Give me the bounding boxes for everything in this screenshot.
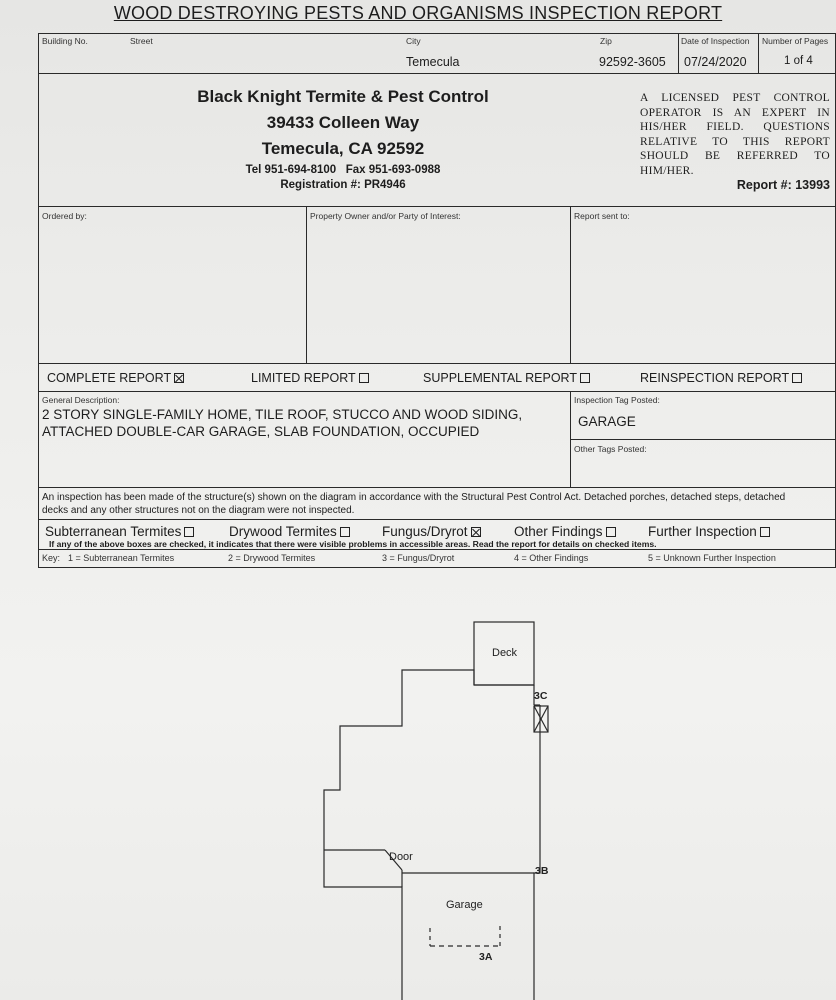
finding-label: Subterranean Termites [45, 524, 182, 539]
report-number: Report #: 13993 [736, 178, 830, 192]
finding-label: Further Inspection [648, 524, 757, 539]
marker-3a-label: 3A [479, 951, 493, 963]
report-type-label: LIMITED REPORT [251, 371, 356, 385]
zip-value: 92592-3605 [599, 55, 666, 69]
inspection-tag-label: Inspection Tag Posted: [574, 395, 660, 405]
finding-label: Fungus/Dryrot [382, 524, 468, 539]
company-registration: Registration #: PR4946 [280, 179, 406, 191]
general-description-label: General Description: [42, 395, 120, 405]
key-label: Key: [42, 553, 61, 563]
pages-label: Number of Pages [762, 36, 829, 46]
inspection-tag-value: GARAGE [578, 414, 636, 429]
street-label: Street [130, 36, 153, 46]
finding-label: Drywood Termites [229, 524, 337, 539]
report-type-label: REINSPECTION REPORT [640, 371, 790, 385]
key-item: 2 = Drywood Termites [228, 553, 316, 563]
report-type-label: COMPLETE REPORT [47, 371, 172, 385]
general-description-line1: 2 STORY SINGLE-FAMILY HOME, TILE ROOF, STUCCO AND WOOD SIDING, [42, 407, 523, 422]
report-title: WOOD DESTROYING PESTS AND ORGANISMS INSPECTION REPORT [113, 3, 723, 23]
sent-to-label: Report sent to: [574, 211, 630, 221]
company-address: 39433 Colleen Way [266, 113, 420, 132]
key-item: 5 = Unknown Further Inspection [648, 553, 776, 563]
key-item: 1 = Subterranean Termites [68, 553, 175, 563]
owner-label: Property Owner and/or Party of Interest: [310, 211, 461, 221]
company-phone: Tel 951-694-8100 Fax 951-693-0988 [245, 164, 441, 176]
zip-label: Zip [600, 36, 612, 46]
other-tags-label: Other Tags Posted: [574, 444, 647, 454]
city-label: City [406, 36, 421, 46]
date-value: 07/24/2020 [684, 55, 747, 69]
finding-label: Other Findings [514, 524, 603, 539]
marker-3b-label: 3B [535, 865, 549, 877]
house-outline [324, 670, 540, 1000]
general-description-line2: ATTACHED DOUBLE-CAR GARAGE, SLAB FOUNDATION, OCCUPIED [42, 424, 480, 439]
ordered-by-label: Ordered by: [42, 211, 87, 221]
date-label: Date of Inspection [681, 36, 750, 46]
deck-label: Deck [492, 647, 518, 659]
pages-value: 1 of 4 [784, 55, 813, 67]
company-city: Temecula, CA 92592 [261, 139, 425, 158]
key-item: 3 = Fungus/Dryrot [382, 553, 455, 563]
city-value: Temecula [406, 55, 460, 69]
disclaimer-text: A LICENSED PEST CONTROL OPERATOR IS AN EXPERT IN HIS/HER FIELD. QUESTIONS RELATIVE TO THIS REPORT SHOULD BE REFERRED TO HIM/HER. [640, 92, 830, 177]
key-item: 4 = Other Findings [514, 553, 589, 563]
marker-3c-label: 3C [534, 690, 548, 702]
report-type-label: SUPPLEMENTAL REPORT [423, 371, 577, 385]
door-label: Door [389, 851, 413, 863]
garage-label: Garage [446, 899, 483, 911]
building-no-label: Building No. [42, 36, 88, 46]
company-name: Black Knight Termite & Pest Control [197, 87, 489, 106]
findings-note: If any of the above boxes are checked, it indicates that there were visible problems in accessible areas. Read the report for details on checked items. [49, 539, 657, 549]
inspection-statement-line2: decks and any other structures not on the diagram were not inspected. [42, 505, 355, 516]
inspection-statement-line1: An inspection has been made of the structure(s) shown on the diagram in accordance with the Structural Pest Control Act. Detached porches, detached steps, detached [42, 492, 786, 503]
